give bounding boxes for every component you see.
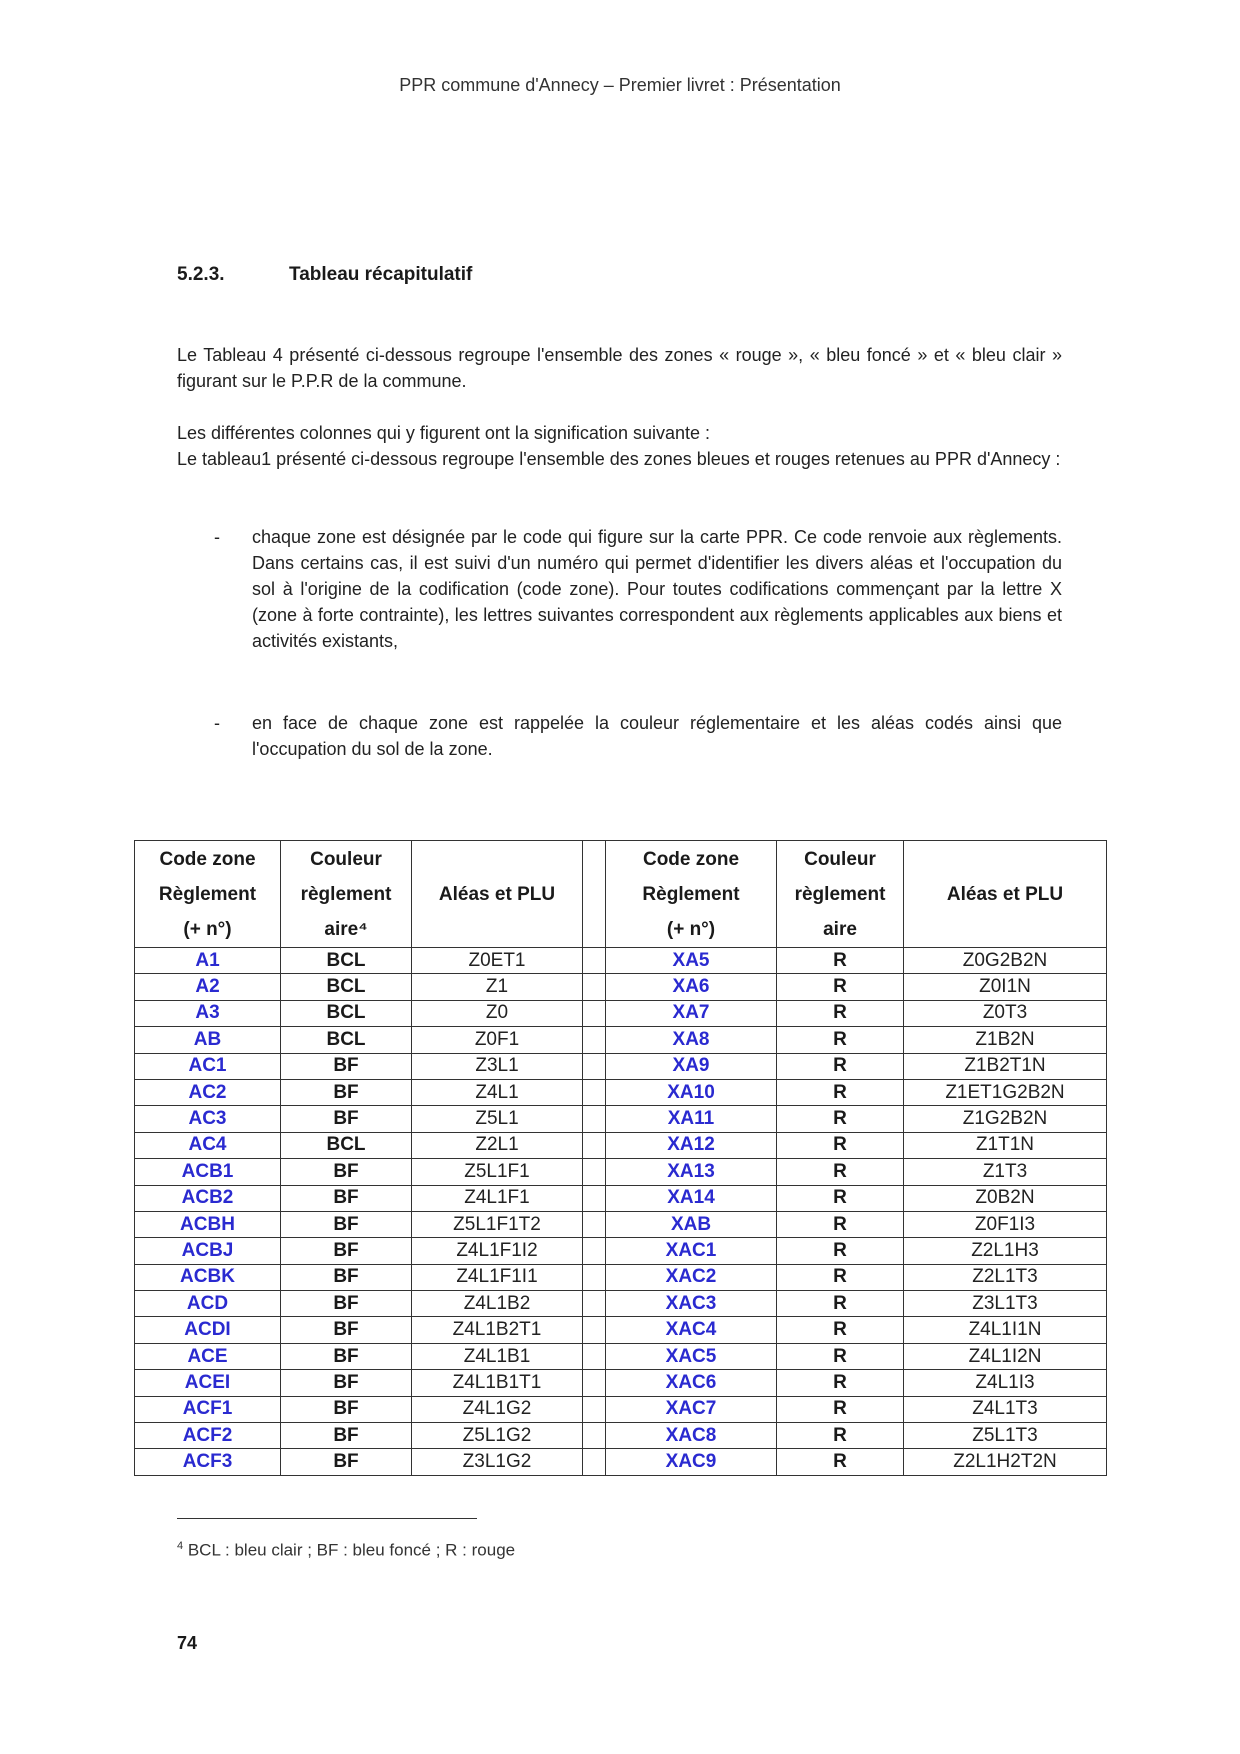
color-cell: BF	[281, 1317, 412, 1343]
aleas-cell: Z4L1B1	[412, 1343, 583, 1369]
aleas-cell: Z4L1B2	[412, 1291, 583, 1317]
zone-code-cell: A3	[135, 1000, 281, 1026]
zone-code-cell: XAC4	[606, 1317, 777, 1343]
color-cell: BCL	[281, 1027, 412, 1053]
table-row	[135, 1106, 1107, 1132]
color-cell: R	[777, 1238, 904, 1264]
section-title: Tableau récapitulatif	[289, 264, 473, 285]
color-cell: R	[777, 1396, 904, 1422]
zone-code-cell: XA10	[606, 1079, 777, 1105]
zone-code-cell: XAC3	[606, 1291, 777, 1317]
zone-code-cell: XA11	[606, 1106, 777, 1132]
color-cell: BF	[281, 1291, 412, 1317]
footnote-marker: 4	[177, 1540, 184, 1552]
header-code-zone-right: Code zone Règlement (+ n°)	[606, 841, 777, 948]
header-aleas-right: Aléas et PLU	[904, 841, 1107, 948]
aleas-cell: Z0T3	[904, 1000, 1107, 1026]
section-heading	[177, 264, 472, 286]
table-row	[135, 1159, 1107, 1185]
zone-code-cell: XAC1	[606, 1238, 777, 1264]
column-spacer	[583, 1000, 606, 1026]
table-row	[135, 1000, 1107, 1026]
section-number: 5.2.3.	[177, 264, 225, 285]
aleas-cell: Z5L1G2	[412, 1423, 583, 1449]
aleas-cell: Z4L1F1I2	[412, 1238, 583, 1264]
table-row	[135, 1343, 1107, 1369]
column-spacer	[583, 1027, 606, 1053]
color-cell: BCL	[281, 1000, 412, 1026]
color-cell: BF	[281, 1423, 412, 1449]
bullet-text: en face de chaque zone est rappelée la couleur réglementaire et les aléas codés ainsi que l'occupation du sol de la zone.	[252, 713, 1062, 759]
zone-code-cell: ACD	[135, 1291, 281, 1317]
zone-code-cell: XAC5	[606, 1343, 777, 1369]
color-cell: R	[777, 1291, 904, 1317]
zone-code-cell: A2	[135, 974, 281, 1000]
column-spacer	[583, 948, 606, 974]
column-spacer	[583, 1317, 606, 1343]
zone-code-cell: ACBH	[135, 1211, 281, 1237]
running-header: PPR commune d'Annecy – Premier livret : Présentation	[399, 75, 841, 95]
header-aleas: Aléas et PLU	[412, 841, 583, 948]
bullet-dash: -	[214, 527, 220, 547]
header-code-zone: Code zone Règlement (+ n°)	[135, 841, 281, 948]
columns-line: Les différentes colonnes qui y figurent ont la signification suivante :	[177, 423, 710, 443]
zone-code-cell: AB	[135, 1027, 281, 1053]
color-cell: BF	[281, 1159, 412, 1185]
zone-code-cell: AC1	[135, 1053, 281, 1079]
color-cell: BCL	[281, 974, 412, 1000]
color-cell: R	[777, 1079, 904, 1105]
zone-code-cell: AC4	[135, 1132, 281, 1158]
column-spacer	[583, 1291, 606, 1317]
zone-code-cell: XA9	[606, 1053, 777, 1079]
color-cell: R	[777, 1264, 904, 1290]
color-cell: R	[777, 1343, 904, 1369]
aleas-cell: Z5L1F1T2	[412, 1211, 583, 1237]
color-cell: BF	[281, 1053, 412, 1079]
zone-code-cell: XAC7	[606, 1396, 777, 1422]
color-cell: BF	[281, 1079, 412, 1105]
column-spacer	[583, 1211, 606, 1237]
zone-code-cell: XA13	[606, 1159, 777, 1185]
aleas-cell: Z2L1H2T2N	[904, 1449, 1107, 1475]
color-cell: BF	[281, 1264, 412, 1290]
column-spacer	[583, 1238, 606, 1264]
zone-code-cell: AC2	[135, 1079, 281, 1105]
table-row	[135, 1185, 1107, 1211]
aleas-cell: Z1B2T1N	[904, 1053, 1107, 1079]
table-body	[135, 948, 1107, 1476]
table-row	[135, 1238, 1107, 1264]
table-row	[135, 1079, 1107, 1105]
color-cell: R	[777, 1211, 904, 1237]
color-cell: R	[777, 1106, 904, 1132]
aleas-cell: Z0F1	[412, 1027, 583, 1053]
zone-code-cell: XAC8	[606, 1423, 777, 1449]
aleas-cell: Z1T1N	[904, 1132, 1107, 1158]
aleas-cell: Z4L1	[412, 1079, 583, 1105]
table-row	[135, 1370, 1107, 1396]
column-spacer	[583, 1264, 606, 1290]
color-cell: BCL	[281, 1132, 412, 1158]
zone-code-cell: XA14	[606, 1185, 777, 1211]
aleas-cell: Z2L1	[412, 1132, 583, 1158]
zone-code-cell: ACB1	[135, 1159, 281, 1185]
header-couleur: Couleur règlement aire⁴	[281, 841, 412, 948]
tableau1-line: Le tableau1 présenté ci-dessous regroupe l'ensemble des zones bleues et rouges retenues au PPR d'Annecy :	[177, 449, 1061, 469]
aleas-cell: Z5L1	[412, 1106, 583, 1132]
zone-code-cell: ACF1	[135, 1396, 281, 1422]
header-couleur-right: Couleur règlement aire	[777, 841, 904, 948]
intro-paragraph: Le Tableau 4 présenté ci-dessous regroupe l'ensemble des zones « rouge », « bleu foncé » et « bleu clair » figurant sur le P.P.R de la commune.	[177, 345, 1062, 391]
aleas-cell: Z1ET1G2B2N	[904, 1079, 1107, 1105]
zone-code-cell: XA5	[606, 948, 777, 974]
color-cell: R	[777, 948, 904, 974]
zone-code-cell: XAC2	[606, 1264, 777, 1290]
aleas-cell: Z0ET1	[412, 948, 583, 974]
zone-code-cell: ACDI	[135, 1317, 281, 1343]
column-spacer	[583, 841, 606, 948]
zone-code-cell: ACE	[135, 1343, 281, 1369]
aleas-cell: Z4L1T3	[904, 1396, 1107, 1422]
zone-code-cell: ACBK	[135, 1264, 281, 1290]
aleas-cell: Z2L1T3	[904, 1264, 1107, 1290]
column-spacer	[583, 1079, 606, 1105]
table-row	[135, 1264, 1107, 1290]
table-row	[135, 1211, 1107, 1237]
column-spacer	[583, 974, 606, 1000]
aleas-cell: Z4L1B1T1	[412, 1370, 583, 1396]
zone-code-cell: XA7	[606, 1000, 777, 1026]
aleas-cell: Z4L1B2T1	[412, 1317, 583, 1343]
table-row	[135, 1132, 1107, 1158]
color-cell: BF	[281, 1106, 412, 1132]
zone-code-cell: A1	[135, 948, 281, 974]
table-row	[135, 1423, 1107, 1449]
zone-code-cell: XA8	[606, 1027, 777, 1053]
zone-code-cell: XAB	[606, 1211, 777, 1237]
color-cell: BF	[281, 1449, 412, 1475]
color-cell: BCL	[281, 948, 412, 974]
table-row	[135, 948, 1107, 974]
color-cell: R	[777, 1185, 904, 1211]
color-cell: R	[777, 974, 904, 1000]
color-cell: BF	[281, 1396, 412, 1422]
aleas-cell: Z1	[412, 974, 583, 1000]
zone-code-cell: ACB2	[135, 1185, 281, 1211]
table-row	[135, 1449, 1107, 1475]
column-spacer	[583, 1343, 606, 1369]
column-spacer	[583, 1053, 606, 1079]
color-cell: R	[777, 1132, 904, 1158]
column-spacer	[583, 1132, 606, 1158]
color-cell: BF	[281, 1238, 412, 1264]
aleas-cell: Z1B2N	[904, 1027, 1107, 1053]
aleas-cell: Z0I1N	[904, 974, 1107, 1000]
color-cell: R	[777, 1317, 904, 1343]
zone-code-cell: ACF2	[135, 1423, 281, 1449]
aleas-cell: Z3L1G2	[412, 1449, 583, 1475]
zone-code-cell: AC3	[135, 1106, 281, 1132]
zone-code-cell: XA6	[606, 974, 777, 1000]
column-spacer	[583, 1396, 606, 1422]
zone-code-cell: XAC6	[606, 1370, 777, 1396]
table-row	[135, 1396, 1107, 1422]
aleas-cell: Z4L1I1N	[904, 1317, 1107, 1343]
color-cell: R	[777, 1159, 904, 1185]
aleas-cell: Z0B2N	[904, 1185, 1107, 1211]
table-row	[135, 974, 1107, 1000]
aleas-cell: Z5L1F1	[412, 1159, 583, 1185]
color-cell: R	[777, 1423, 904, 1449]
aleas-cell: Z1T3	[904, 1159, 1107, 1185]
column-spacer	[583, 1106, 606, 1132]
column-spacer	[583, 1185, 606, 1211]
aleas-cell: Z3L1T3	[904, 1291, 1107, 1317]
column-spacer	[583, 1159, 606, 1185]
color-cell: BF	[281, 1211, 412, 1237]
page-number: 74	[177, 1633, 198, 1653]
color-cell: R	[777, 1449, 904, 1475]
zones-summary-table	[134, 840, 1107, 1476]
aleas-cell: Z3L1	[412, 1053, 583, 1079]
zone-code-cell: ACEI	[135, 1370, 281, 1396]
aleas-cell: Z0	[412, 1000, 583, 1026]
bullet-dash: -	[214, 713, 220, 733]
table-row	[135, 1053, 1107, 1079]
aleas-cell: Z0F1I3	[904, 1211, 1107, 1237]
zone-code-cell: ACBJ	[135, 1238, 281, 1264]
color-cell: BF	[281, 1343, 412, 1369]
columns-paragraph	[177, 420, 1062, 472]
aleas-cell: Z4L1F1I1	[412, 1264, 583, 1290]
column-spacer	[583, 1449, 606, 1475]
color-cell: R	[777, 1027, 904, 1053]
color-cell: BF	[281, 1370, 412, 1396]
bullet-text: chaque zone est désignée par le code qui figure sur la carte PPR. Ce code renvoie aux règlements. Dans certains cas, il est suivi d'un numéro qui permet d'identifier les divers aléas et l'occupation du sol à l'origine de la codification (code zone). Pour toutes codifications commençant par la lettre X (zone à forte contrainte), les lettres suivantes correspondent aux règlements applicables aux biens et activités existants,	[252, 527, 1062, 651]
zone-code-cell: XA12	[606, 1132, 777, 1158]
aleas-cell: Z4L1I3	[904, 1370, 1107, 1396]
footnote-divider	[177, 1518, 477, 1519]
color-cell: R	[777, 1000, 904, 1026]
footnote-text: BCL : bleu clair ; BF : bleu foncé ; R : rouge	[183, 1540, 516, 1560]
zone-code-cell: XAC9	[606, 1449, 777, 1475]
aleas-cell: Z4L1G2	[412, 1396, 583, 1422]
aleas-cell: Z0G2B2N	[904, 948, 1107, 974]
color-cell: R	[777, 1053, 904, 1079]
table-header-row	[135, 841, 1107, 948]
aleas-cell: Z4L1F1	[412, 1185, 583, 1211]
footnote	[177, 1540, 515, 1561]
aleas-cell: Z1G2B2N	[904, 1106, 1107, 1132]
aleas-cell: Z2L1H3	[904, 1238, 1107, 1264]
aleas-cell: Z4L1I2N	[904, 1343, 1107, 1369]
aleas-cell: Z5L1T3	[904, 1423, 1107, 1449]
table-row	[135, 1317, 1107, 1343]
color-cell: R	[777, 1370, 904, 1396]
table-row	[135, 1291, 1107, 1317]
table-row	[135, 1027, 1107, 1053]
zone-code-cell: ACF3	[135, 1449, 281, 1475]
column-spacer	[583, 1423, 606, 1449]
color-cell: BF	[281, 1185, 412, 1211]
column-spacer	[583, 1370, 606, 1396]
